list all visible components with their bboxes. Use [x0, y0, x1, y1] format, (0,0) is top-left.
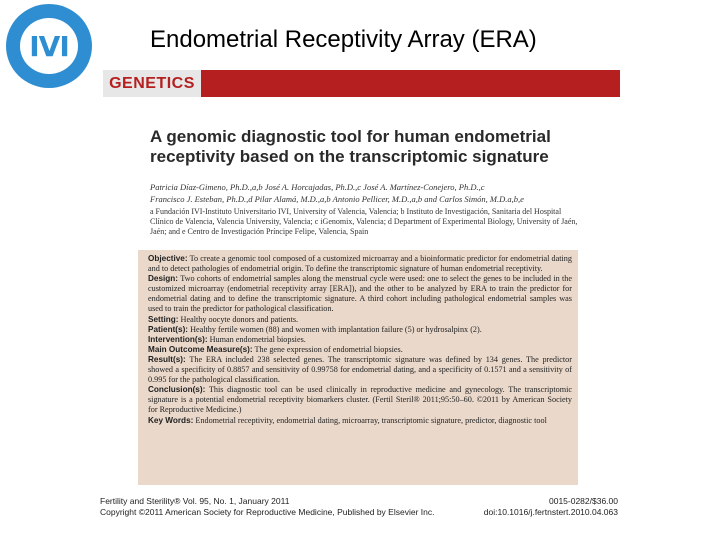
authors-line-1: Patricia Díaz-Gimeno, Ph.D.,a,b José A. Horcajadas, Ph.D.,c José A. Martínez-Conejero, Ph.D.,c: [150, 182, 485, 192]
abstract-outcome-label: Main Outcome Measure(s):: [148, 344, 253, 354]
paper-title-line-1: A genomic diagnostic tool for human endometrial: [150, 127, 551, 146]
paper-authors: [150, 181, 580, 205]
footer-copyright: Copyright ©2011 American Society for Reproductive Medicine, Published by Elsevier Inc.: [100, 507, 435, 517]
authors-line-2: Francisco J. Esteban, Ph.D.,d Pilar Alamá, M.D.,a,b Antonio Pellicer, M.D.,a,b and Carlos Simón, M.D.a,b,e: [150, 194, 524, 204]
abstract-design-label: Design:: [148, 274, 179, 284]
abstract-conclusions-text: This diagnostic tool can be used clinically in reproductive medicine and gynecology. The transcriptomic signature is a potential endometrial receptivity biomarkers cluster. (Fertil Steril® 2011;95:50–60. ©2011 by American Society for Reproductive Medicine.): [148, 385, 572, 415]
paper-affiliations: a Fundación IVI-Instituto Universitario IVI, University of Valencia, Valencia; b Instituto de Investigación, Sanitaria del Hospital Clínico de Valencia, Valencia University, Valencia; c iGenomix, Valencia; d Department of Experimental Biology, University of Jaén, Jaén; and e Centro de Investigación Príncipe Felipe, Valencia, Spain: [150, 207, 578, 236]
slide-title: Endometrial Receptivity Array (ERA): [150, 26, 537, 53]
abstract-keywords: [148, 416, 572, 426]
footer-row-2: [100, 507, 618, 518]
abstract-keywords-label: Key Words:: [148, 415, 194, 425]
footer-doi: doi:10.1016/j.fertnstert.2010.04.063: [483, 507, 618, 517]
abstract-body: [148, 254, 572, 426]
abstract-results-label: Result(s):: [148, 354, 186, 364]
journal-section-label: GENETICS: [109, 74, 195, 92]
ivi-logo: [6, 4, 92, 88]
paper-title: [150, 127, 580, 167]
abstract-objective-text: To create a genomic tool composed of a customized microarray and a bioinformatic predictor for endometrial dating and to detect pathologies of endometrial origin. To define the transcriptomic signature of human endometrial receptivity.: [148, 254, 572, 274]
abstract-design-text: Two cohorts of endometrial samples along the menstrual cycle were used: one to select the genes to be included in the customized microarray (endometrial receptivity array [ERA]), and the other to be analyzed by ERA to train the predictor for endometrial dating and to define the transcriptomic signature. A third cohort including pathological endometrial samples was used to train the predictor for pathological classification.: [148, 274, 572, 314]
abstract-patients-label: Patient(s):: [148, 324, 189, 334]
ivi-logo-text: IVI: [29, 29, 69, 63]
abstract-interventions-label: Intervention(s):: [148, 334, 208, 344]
abstract-results: [148, 355, 572, 385]
abstract-interventions-text: Human endometrial biopsies.: [209, 334, 306, 344]
abstract-outcome: [148, 345, 572, 355]
abstract-interventions: [148, 335, 572, 345]
abstract-objective-label: Objective:: [148, 254, 188, 263]
footer-journal-line: Fertility and Sterility® Vol. 95, No. 1, January 2011: [100, 496, 290, 506]
abstract-box: [138, 250, 578, 485]
abstract-setting-text: Healthy oocyte donors and patients.: [180, 314, 299, 324]
paper-footer: [100, 496, 618, 518]
abstract-conclusions: [148, 385, 572, 415]
footer-price: 0015-0282/$36.00: [548, 496, 618, 506]
paper-title-line-2: receptivity based on the transcriptomic signature: [150, 147, 549, 166]
journal-section-bar: [103, 70, 620, 97]
abstract-patients-text: Healthy fertile women (88) and women with implantation failure (5) or hydrosalpinx (2).: [190, 324, 482, 334]
abstract-results-text: The ERA included 238 selected genes. The transcriptomic signature was defined by 134 genes. The predictor showed a specificity of 0.8857 and sensitivity of 0.99758 for endometrial dating, and a specificity of 0.1571 and a sensitivity of 0.995 for the pathological classification.: [148, 354, 572, 385]
abstract-objective: [148, 254, 572, 274]
abstract-patients: [148, 325, 572, 335]
abstract-design: [148, 274, 572, 314]
abstract-setting: [148, 315, 572, 325]
journal-section-tag: [103, 70, 201, 97]
ivi-logo-inner: [20, 18, 78, 74]
abstract-outcome-text: The gene expression of endometrial biopsies.: [254, 344, 403, 354]
abstract-conclusions-label: Conclusion(s):: [148, 385, 206, 395]
abstract-keywords-text: Endometrial receptivity, endometrial dating, microarray, transcriptomic signature, predictor, diagnostic tool: [195, 415, 547, 425]
footer-row-1: [100, 496, 618, 507]
abstract-setting-label: Setting:: [148, 314, 179, 324]
